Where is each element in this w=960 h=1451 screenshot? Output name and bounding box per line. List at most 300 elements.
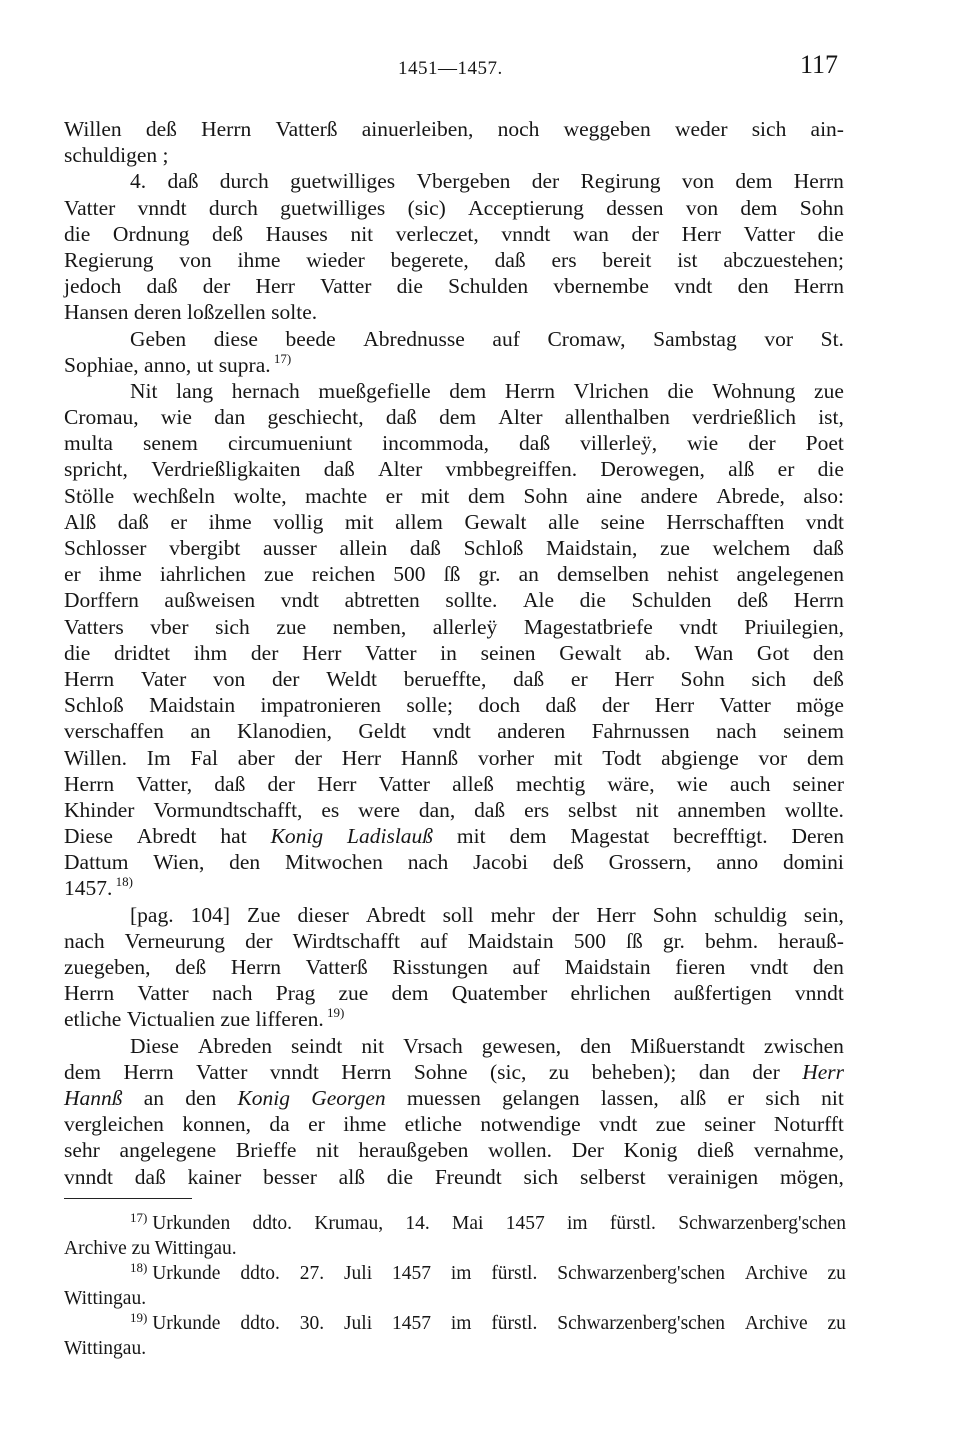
word: (sic, xyxy=(490,1059,527,1084)
word: allem xyxy=(395,509,443,534)
word: daß xyxy=(409,536,441,560)
word: allerleÿ xyxy=(432,614,498,639)
word: Regierung xyxy=(64,247,154,272)
word: Geben xyxy=(130,326,187,351)
text-line xyxy=(64,902,844,928)
word: Mißuerstandt xyxy=(630,1033,745,1058)
word: Archive xyxy=(744,1263,808,1284)
word: etliche xyxy=(404,1112,462,1137)
word: daß xyxy=(214,771,246,796)
word: allein xyxy=(339,536,388,560)
word: Schwarzenberg'schen xyxy=(557,1263,725,1284)
word: dan xyxy=(698,1059,730,1084)
word: dan, xyxy=(418,797,456,822)
word: wollen. xyxy=(488,1138,552,1163)
word: solte. xyxy=(271,300,318,325)
word: Poet xyxy=(805,431,844,456)
footnote-line: Wittingau. xyxy=(64,1338,147,1359)
word: der xyxy=(631,221,659,246)
word: zue xyxy=(220,1007,251,1032)
word: er xyxy=(727,1085,745,1110)
word: sollte. xyxy=(445,588,498,613)
word: Jacobi xyxy=(473,850,528,875)
word: von xyxy=(179,247,212,272)
word: zwischen xyxy=(763,1033,844,1058)
word: Maidstain xyxy=(467,928,554,953)
word: nach xyxy=(407,850,449,875)
word: aine xyxy=(586,483,622,508)
word: zue xyxy=(338,981,369,1006)
word: wäre, xyxy=(607,771,655,796)
word: nit xyxy=(350,221,374,246)
word: Geldt xyxy=(358,719,407,744)
word: nach xyxy=(211,981,253,1006)
word: Verdrießligkaiten xyxy=(151,457,301,482)
word: zue xyxy=(276,614,307,639)
word: die xyxy=(817,457,844,482)
word: Sohne xyxy=(413,1059,468,1084)
word: Hauses xyxy=(265,221,328,246)
word: seinen xyxy=(480,640,536,665)
word: Prag xyxy=(275,981,316,1006)
word: Konig xyxy=(237,1085,291,1110)
word: alleß xyxy=(452,771,494,796)
word: ſß xyxy=(443,562,461,587)
footnote-mark: 19) xyxy=(130,1310,148,1325)
word: wan xyxy=(573,221,609,246)
text-line xyxy=(64,718,844,744)
body-text xyxy=(64,116,844,1190)
word: 500 xyxy=(573,928,606,953)
word: Schwarzenberg'schen xyxy=(557,1313,725,1334)
word: 1457 xyxy=(505,1213,545,1234)
word: fieren xyxy=(675,955,726,979)
word: deß xyxy=(737,588,769,613)
word: welchem xyxy=(712,536,791,560)
word: fürstl. xyxy=(491,1313,538,1334)
word: 27. xyxy=(299,1263,325,1284)
word: angelegenen xyxy=(736,562,844,587)
word: alß xyxy=(338,1164,365,1189)
word: Deren xyxy=(791,824,844,849)
word: der xyxy=(531,169,560,194)
word: vndt xyxy=(599,1112,638,1137)
word: jedoch xyxy=(64,274,122,299)
word: dem xyxy=(449,378,487,403)
word: vnndt xyxy=(64,1164,113,1189)
word: Georgen xyxy=(311,1085,386,1110)
word: Got xyxy=(756,640,790,665)
word: guetwilliges xyxy=(290,169,396,194)
word: daß xyxy=(545,693,577,718)
word: selbst xyxy=(568,797,618,822)
word: solle; xyxy=(406,693,453,718)
word: gr. xyxy=(478,562,501,587)
word: vndt xyxy=(280,588,319,613)
word: sehr xyxy=(64,1138,100,1163)
word: andere xyxy=(640,483,698,508)
word: Vatter xyxy=(64,195,116,220)
word: Victualien xyxy=(126,1007,215,1032)
word: nit xyxy=(361,1033,385,1058)
word: auf xyxy=(492,326,520,351)
text-line xyxy=(64,692,844,718)
word: annemben xyxy=(677,797,766,822)
word: Wirdtschafft xyxy=(292,928,400,953)
word: wechßeln xyxy=(132,483,216,508)
word: Schlosser xyxy=(64,536,147,560)
word: durch xyxy=(208,195,258,220)
word: ddto. xyxy=(240,1313,280,1334)
word: Herrn xyxy=(504,378,556,403)
word: daß xyxy=(323,457,355,482)
word: spricht, xyxy=(64,457,128,482)
word: im xyxy=(450,1263,472,1284)
footnote-line xyxy=(64,1211,846,1236)
word: Vlrichen xyxy=(573,378,649,403)
word: hat xyxy=(220,824,247,849)
word: zue xyxy=(263,562,294,587)
word: ihme xyxy=(208,509,252,534)
word: also: xyxy=(803,483,844,508)
word: beede xyxy=(285,326,336,351)
word: daß xyxy=(474,797,506,822)
word: Abredt xyxy=(365,902,426,927)
word: Vatterß xyxy=(305,955,368,979)
word: 1457 xyxy=(392,1263,431,1284)
word: konnen, xyxy=(182,1112,251,1137)
word: er xyxy=(777,457,795,482)
word: mit xyxy=(553,745,583,770)
footnote-line: Archive zu Wittingau. xyxy=(64,1238,237,1259)
word: Vatter xyxy=(378,771,430,796)
word: vernahme, xyxy=(753,1138,844,1163)
word: Vbergeben xyxy=(416,169,511,194)
word: zue xyxy=(814,378,844,403)
word: Herrn xyxy=(64,771,115,796)
text-line xyxy=(64,1059,844,1085)
word: lang xyxy=(176,378,214,403)
footnote-line xyxy=(64,1261,846,1286)
word: Herrschafften xyxy=(666,509,785,534)
word: 14. xyxy=(405,1213,430,1234)
word: Herr xyxy=(802,1059,844,1084)
word: zu xyxy=(827,1263,846,1284)
word: Acceptierung xyxy=(468,195,584,220)
footnote-reference: 19) xyxy=(323,1005,345,1021)
word: Maidstain xyxy=(149,693,236,718)
word: Mai xyxy=(452,1213,484,1234)
word: ddto. xyxy=(240,1263,280,1284)
word: anderen xyxy=(497,719,566,744)
word: Wan xyxy=(694,640,734,665)
word: beheben); xyxy=(591,1059,677,1084)
word: Vater xyxy=(140,666,187,691)
word: daß xyxy=(134,1164,166,1189)
text-line xyxy=(64,1137,844,1163)
word: Regirung xyxy=(580,169,661,194)
word: den xyxy=(812,955,844,979)
word: Sohn xyxy=(652,902,697,927)
word: daß xyxy=(167,169,199,194)
word: seiner xyxy=(792,771,844,796)
word: er xyxy=(385,483,403,508)
word: Gewalt xyxy=(464,509,527,534)
word: von xyxy=(681,169,715,194)
word: auf xyxy=(512,955,540,979)
word: auch xyxy=(729,771,771,796)
word: Wohnung xyxy=(712,378,796,403)
text-line xyxy=(64,168,844,194)
word: $^{17)}$ Urkunden xyxy=(130,1210,231,1234)
footnote-mark: 18) xyxy=(130,1260,148,1275)
word: Ale xyxy=(522,588,555,613)
word: geschiecht, xyxy=(267,405,364,430)
word: der xyxy=(551,902,580,927)
word: Schloß xyxy=(463,536,524,560)
text-line xyxy=(64,928,844,954)
word: wie xyxy=(676,771,708,796)
word: bereit xyxy=(602,247,652,272)
word: heraußgeben xyxy=(358,1138,469,1163)
word: der xyxy=(245,928,273,953)
word: vnndt xyxy=(794,981,844,1006)
word: Todt xyxy=(602,745,642,770)
word: Klanodien, xyxy=(237,719,332,744)
word: vnndt xyxy=(137,195,187,220)
word: kainer xyxy=(187,1164,242,1189)
word: deß xyxy=(175,955,207,979)
word: Vatter xyxy=(743,221,795,246)
word: $^{18)}$ Urkunde xyxy=(130,1260,221,1284)
word: ers xyxy=(524,797,550,822)
word: Vatter xyxy=(320,274,372,299)
word: nit xyxy=(635,797,659,822)
word: ihm xyxy=(193,640,228,665)
word: Juli xyxy=(343,1263,373,1284)
text-line xyxy=(64,1164,844,1190)
word: Ladislauß xyxy=(347,824,434,849)
footnote-line xyxy=(64,1311,846,1336)
word: Khinder xyxy=(64,797,135,822)
word: Im xyxy=(146,745,171,770)
word: ist, xyxy=(818,405,844,430)
word: Magestat xyxy=(570,824,650,849)
word: Sophiae, xyxy=(64,352,139,377)
word: besser xyxy=(263,1164,317,1189)
word: 1457 xyxy=(392,1313,431,1334)
word: iahrlichen xyxy=(159,562,246,587)
word: Archive xyxy=(744,1313,808,1334)
word: dem xyxy=(509,824,547,849)
word: daß xyxy=(812,536,844,560)
text-line xyxy=(64,142,844,168)
word: die xyxy=(386,1164,414,1189)
word: Vatter xyxy=(365,640,417,665)
word: vollig xyxy=(273,509,324,534)
word: Wien, xyxy=(153,850,205,875)
word: seinem xyxy=(783,719,844,744)
word: Konig xyxy=(623,1138,678,1163)
word: Risstungen xyxy=(392,955,488,979)
word: ihme xyxy=(343,1112,387,1137)
word: Konig xyxy=(270,824,324,849)
word: ist xyxy=(677,247,698,272)
word: villerleÿ, xyxy=(580,431,658,456)
word: Herrn xyxy=(230,955,281,979)
word: dem xyxy=(735,169,773,194)
word: Abreden xyxy=(197,1033,272,1058)
word: im xyxy=(567,1213,588,1234)
word: Abredt xyxy=(136,824,197,849)
text-line xyxy=(64,535,844,561)
word: seine xyxy=(600,509,645,534)
word: vber xyxy=(150,614,189,639)
word: Magestatbriefe xyxy=(523,614,653,639)
text-line xyxy=(64,954,844,980)
word: Herr xyxy=(255,274,295,299)
word: der xyxy=(267,771,295,796)
word: Gewalt xyxy=(559,640,622,665)
text-line xyxy=(64,378,844,404)
word: Hansen xyxy=(64,300,129,325)
word: machte xyxy=(305,483,368,508)
word: daß xyxy=(117,509,149,534)
word: Cromaw, xyxy=(547,326,626,351)
word: Abrede, xyxy=(716,483,785,508)
word: lifferen. $^{19)}$ xyxy=(255,1005,345,1032)
word: daß xyxy=(146,274,178,299)
word: Vatters xyxy=(64,614,124,639)
word: gr. xyxy=(662,928,685,953)
word: Herrn xyxy=(201,117,252,141)
word: daß xyxy=(513,666,545,691)
word: supra. $^{17)}$ xyxy=(218,350,292,377)
word: dem xyxy=(467,483,506,508)
word: etliche xyxy=(64,1007,122,1032)
word: $^{19)}$ Urkunde xyxy=(130,1310,221,1334)
word: Schwarzenberg'schen xyxy=(678,1213,846,1234)
word: Sohn xyxy=(523,483,568,508)
word: wolte, xyxy=(233,483,287,508)
word: selberst xyxy=(579,1164,646,1189)
word: in xyxy=(440,640,457,665)
word: Fahrnussen xyxy=(591,719,690,744)
word: von xyxy=(213,666,246,691)
word: aber xyxy=(237,745,275,770)
word: ihme xyxy=(98,562,142,587)
text-line xyxy=(64,483,844,509)
word: seindt xyxy=(291,1033,343,1058)
word: ; xyxy=(162,143,169,168)
word: gewesen, xyxy=(481,1033,562,1058)
word: diese xyxy=(213,326,258,351)
word: Krumau, xyxy=(314,1213,384,1234)
word: ut xyxy=(196,352,214,377)
word: nit xyxy=(821,1085,844,1110)
word: Brieffe xyxy=(235,1138,297,1163)
word: Noturfft xyxy=(773,1112,844,1137)
word: Herr xyxy=(317,771,357,796)
word: vmbbegreiffen. xyxy=(445,457,578,482)
word: deß xyxy=(812,666,844,691)
text-line xyxy=(64,299,844,325)
word: mit xyxy=(456,824,486,849)
text-line xyxy=(64,745,844,771)
word: verdrießlich xyxy=(692,405,796,430)
footnote-reference: 18) xyxy=(112,874,133,890)
word: vor xyxy=(764,326,793,351)
word: vndt xyxy=(805,509,844,534)
word: ausser xyxy=(263,536,317,560)
word: vndt xyxy=(679,614,718,639)
word: Fal xyxy=(190,745,218,770)
running-head: 1451—1457. xyxy=(398,58,503,79)
text-line xyxy=(64,875,844,901)
word: Schulden xyxy=(448,274,529,299)
word: abgienge xyxy=(661,745,739,770)
page-header xyxy=(0,50,960,90)
word: Herrn xyxy=(341,1059,392,1084)
word: Vatter xyxy=(719,693,771,718)
word: Schloß xyxy=(64,693,124,718)
word: vndt xyxy=(750,955,789,979)
word: der xyxy=(250,640,279,665)
word: wie xyxy=(160,405,192,430)
word: Herrn xyxy=(793,588,844,613)
word: er xyxy=(64,562,81,587)
word: ain- xyxy=(810,117,844,141)
word: dridtet xyxy=(113,640,171,665)
word: Alß xyxy=(64,509,97,534)
text-line xyxy=(64,221,844,247)
word: Schulden xyxy=(631,588,712,613)
word: (sic) xyxy=(407,195,446,220)
word: an xyxy=(518,562,539,587)
word: Herrn xyxy=(793,169,844,194)
word: mehr xyxy=(490,902,535,927)
word: Herr xyxy=(681,221,721,246)
word: die xyxy=(579,588,606,613)
word: berueffte, xyxy=(403,666,487,691)
footnote-mark: 17) xyxy=(130,1210,148,1225)
word: vbernembe xyxy=(553,274,649,299)
word: die xyxy=(64,221,91,246)
word: Dattum xyxy=(64,850,129,875)
word: den xyxy=(229,850,261,875)
word: da xyxy=(269,1112,290,1137)
word: fürstl. xyxy=(609,1213,656,1234)
word: Hannß xyxy=(64,1085,123,1110)
text-line xyxy=(64,666,844,692)
word: loßzellen xyxy=(186,300,266,325)
word: zu xyxy=(827,1313,846,1334)
word: vergleichen xyxy=(64,1112,164,1137)
word: 500 xyxy=(393,562,426,587)
word: Der xyxy=(571,1138,604,1163)
word: deß xyxy=(145,117,177,141)
word: ddto. xyxy=(252,1213,293,1234)
word: zu xyxy=(548,1059,570,1084)
text-line xyxy=(64,273,844,299)
word: Vormundtschafft, xyxy=(153,797,303,822)
word: er xyxy=(570,666,588,691)
word: Maidstain, xyxy=(546,536,638,560)
word: were xyxy=(358,797,400,822)
word: es xyxy=(321,797,340,822)
word: der xyxy=(202,274,231,299)
word: Vatter xyxy=(137,981,189,1006)
